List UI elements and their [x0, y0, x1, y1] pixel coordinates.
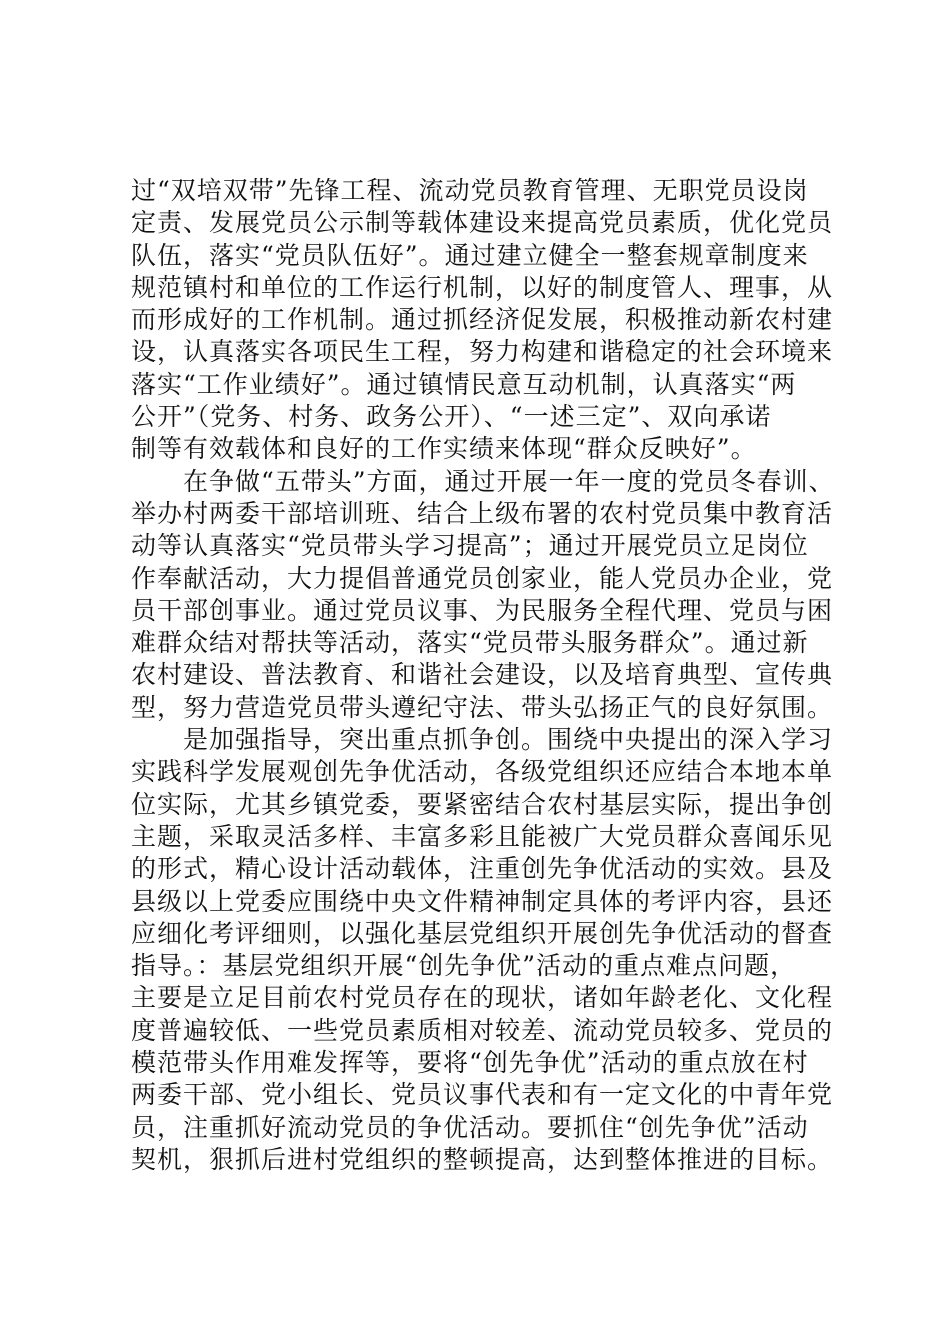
text-line: 员干部创事业。通过党员议事、为民服务全程代理、党员与困: [131, 595, 834, 625]
text-line: 指导。：基层党组织开展“创先争优”活动的重点难点问题，: [131, 951, 797, 981]
text-line: 模范带头作用难发挥等，要将“创先争优”活动的重点放在村: [131, 1048, 809, 1078]
text-line: 应细化考评细则，以强化基层党组织开展创先争优活动的督查: [131, 918, 834, 948]
text-line: 两委干部、党小组长、党员议事代表和有一定文化的中青年党: [131, 1080, 834, 1110]
text-line: 公开”（党务、村务、政务公开）、“一述三定”、双向承诺: [131, 402, 772, 432]
text-line: 农村建设、普法教育、和谐社会建设，以及培育典型、宣传典: [131, 660, 834, 690]
text-line: 契机，狠抓后进村党组织的整顿提高，达到整体推进的目标。: [131, 1144, 834, 1174]
text-line: 设，认真落实各项民生工程，努力构建和谐稳定的社会环境来: [131, 337, 834, 367]
text-line: 主题，采取灵活多样、丰富多彩且能被广大党员群众喜闻乐见: [131, 821, 834, 851]
text-line: 过“双培双带”先锋工程、流动党员教育管理、无职党员设岗: [131, 176, 809, 205]
text-line: 的形式，精心设计活动载体，注重创先争优活动的实效。县及: [131, 854, 834, 884]
body-text: [131, 175, 835, 1176]
text-line: 队伍，落实“党员队伍好”。通过建立健全一整套规章制度来: [131, 240, 809, 270]
paragraph-start-line: 在争做“五带头”方面，通过开展一年一度的党员冬春训、: [183, 466, 835, 496]
text-line: 而形成好的工作机制。通过抓经济促发展，积极推动新农村建: [131, 305, 834, 335]
text-line: 举办村两委干部培训班、结合上级布署的农村党员集中教育活: [131, 498, 834, 528]
text-line: 难群众结对帮扶等活动，落实“党员带头服务群众”。通过新: [131, 628, 809, 658]
text-line: 作奉献活动，大力提倡普通党员创家业，能人党员办企业，党: [131, 563, 834, 593]
text-line: 定责、发展党员公示制等载体建设来提高党员素质，优化党员: [131, 208, 834, 238]
paragraph-start-line: 是加强指导，突出重点抓争创。围绕中央提出的深入学习: [183, 725, 834, 755]
text-line: 员，注重抓好流动党员的争优活动。要抓住“创先争优”活动: [131, 1112, 809, 1142]
text-line: 县级以上党委应围绕中央文件精神制定具体的考评内容，县还: [131, 886, 834, 916]
text-line: 动等认真落实“党员带头学习提高”；通过开展党员立足岗位: [131, 531, 809, 561]
text-line: 实践科学发展观创先争优活动，各级党组织还应结合本地本单: [131, 757, 834, 787]
text-line: 制等有效载体和良好的工作实绩来体现“群众反映好”。: [131, 434, 757, 464]
text-line: 规范镇村和单位的工作运行机制，以好的制度管人、理事，从: [131, 272, 834, 302]
text-line: 型，努力营造党员带头遵纪守法、带头弘扬正气的良好氛围。: [131, 692, 834, 722]
text-line: 落实“工作业绩好”。通过镇情民意互动机制，认真落实“两: [131, 369, 797, 399]
text-line: 度普遍较低、一些党员素质相对较差、流动党员较多、党员的: [131, 1015, 834, 1045]
text-line: 位实际，尤其乡镇党委，要紧密结合农村基层实际，提出争创: [131, 789, 834, 819]
text-line: 主要是立足目前农村党员存在的现状，诸如年龄老化、文化程: [131, 983, 834, 1013]
